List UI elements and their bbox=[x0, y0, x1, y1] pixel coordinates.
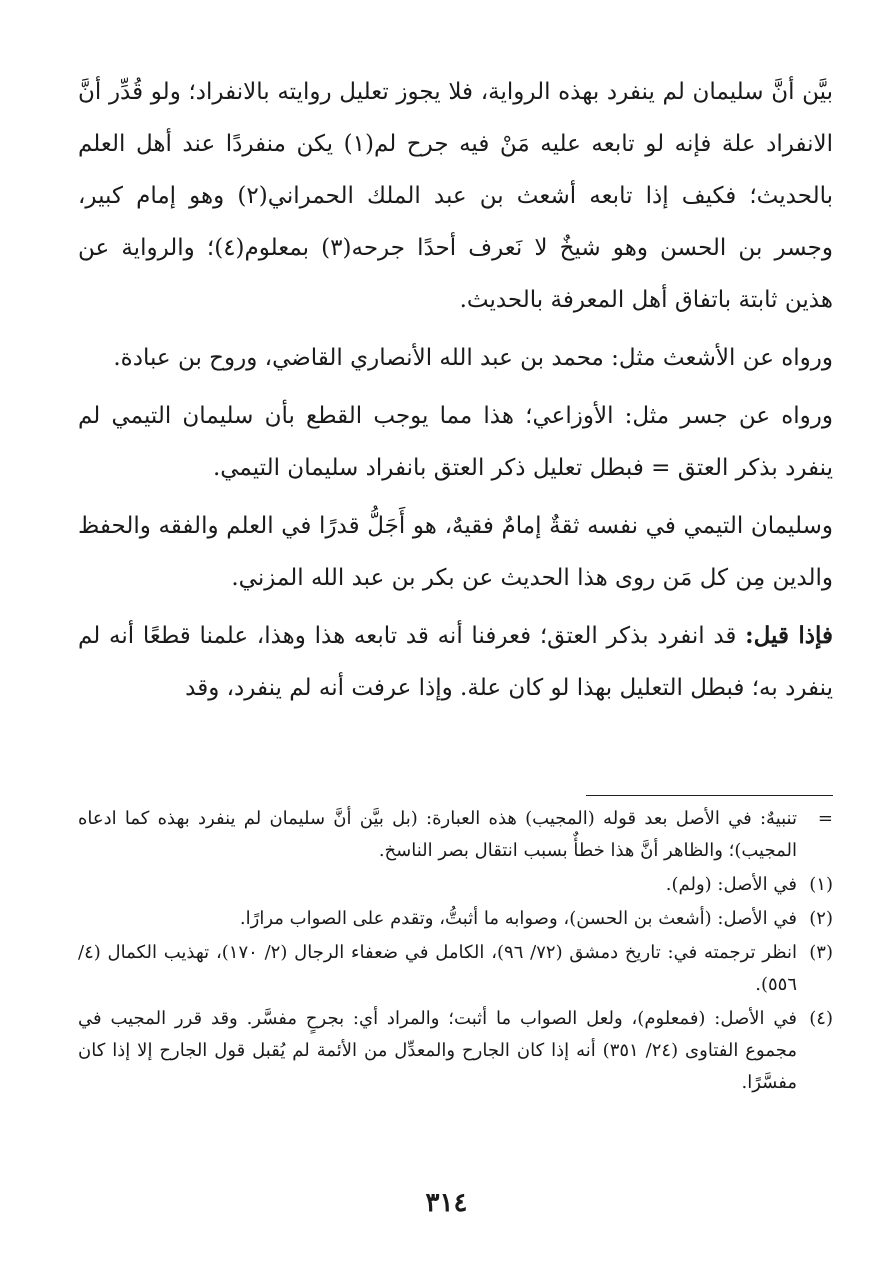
paragraph-3: ورواه عن جسر مثل: الأوزاعي؛ هذا مما يوجب القطع بأن سليمان التيمي لم ينفرد بذكر العتق = فبطل تعليل ذكر العتق بانفراد سليمان التيمي. bbox=[78, 403, 833, 481]
paragraph-1: بيَّن أنَّ سليمان لم ينفرد بهذه الرواية، فلا يجوز تعليل روايته بالانفراد؛ ولو قُدِّر أنَّ الانفراد علة فإنه لو تابعه عليه مَنْ فيه جرح لم(١) يكن منفردًا عند أهل العلم بالحديث؛ فكيف إذا تابعه أشعث بن عبد الملك الحمراني(٢) وهو إمام كبير، وجسر بن الحسن وهو شيخٌ لا نَعرف أحدًا جرحه(٣) بمعلوم(٤)؛ والرواية عن هذين ثابتة باتفاق أهل المعرفة بالحديث. bbox=[78, 79, 833, 313]
footnote-mark: = bbox=[817, 808, 833, 829]
footnote-3 bbox=[78, 937, 833, 1001]
footnote-1 bbox=[78, 869, 833, 901]
paragraph-2: ورواه عن الأشعث مثل: محمد بن عبد الله الأنصاري القاضي، وروح بن عبادة. bbox=[113, 345, 833, 371]
footnote-mark: (٢) bbox=[809, 908, 833, 929]
footnote-text: في الأصل: (فمعلوم)، ولعل الصواب ما أثبت؛ والمراد أي: بجرحٍ مفسَّر. وقد قرر المجيب في مجموع الفتاوى (٢٤/ ٣٥١) أنه إذا كان الجارح والمعدِّل من الأئمة لم يُقبل قول الجارح إلا إذا كان مفسَّرًا. bbox=[78, 1008, 797, 1093]
footnote-mark: (١) bbox=[809, 874, 833, 895]
paragraph-lead: فإذا قيل: bbox=[745, 622, 833, 649]
paragraph-4: وسليمان التيمي في نفسه ثقةٌ إمامٌ فقيهٌ، هو أَجَلُّ قدرًا في العلم والفقه والحفظ والدين مِن كل مَن روى هذا الحديث عن بكر بن عبد الله المزني. bbox=[78, 513, 833, 591]
footnote-mark: (٤) bbox=[809, 1008, 833, 1029]
paragraph-body: قد انفرد بذكر العتق؛ فعرفنا أنه قد تابعه هذا وهذا، علمنا قطعًا أنه لم ينفرد به؛ فبطل التعليل بهذا لو كان علة. وإذا عرفت أنه لم ينفرد، وقد bbox=[78, 623, 833, 701]
footnote-text: تنبيهٌ: في الأصل بعد قوله (المجيب) هذه العبارة: (بل بيَّن أنَّ سليمان لم ينفرد بهذه كما ادعاه المجيب)؛ والظاهر أنَّ هذا خطأٌ بسبب انتقال بصر الناسخ. bbox=[78, 808, 797, 861]
footnote-text: في الأصل: (أشعث بن الحسن)، وصوابه ما أثبتُّ، وتقدم على الصواب مرارًا. bbox=[239, 908, 797, 929]
main-text bbox=[78, 66, 833, 714]
footnotes bbox=[78, 803, 833, 1101]
page-number: ٣١٤ bbox=[425, 1188, 468, 1218]
footnote-4 bbox=[78, 1003, 833, 1099]
footnote-text: في الأصل: (ولم). bbox=[665, 874, 797, 895]
footnote-text: انظر ترجمته في: تاريخ دمشق (٧٢/ ٩٦)، الكامل في ضعفاء الرجال (٢/ ١٧٠)، تهذيب الكمال (٤/ ٥٥٦). bbox=[78, 942, 798, 995]
footnote-mark: (٣) bbox=[809, 942, 833, 963]
footnote-2 bbox=[78, 903, 833, 935]
footnote-separator bbox=[586, 795, 833, 796]
paragraph-5 bbox=[78, 610, 833, 714]
footnote-continuation bbox=[78, 803, 833, 867]
